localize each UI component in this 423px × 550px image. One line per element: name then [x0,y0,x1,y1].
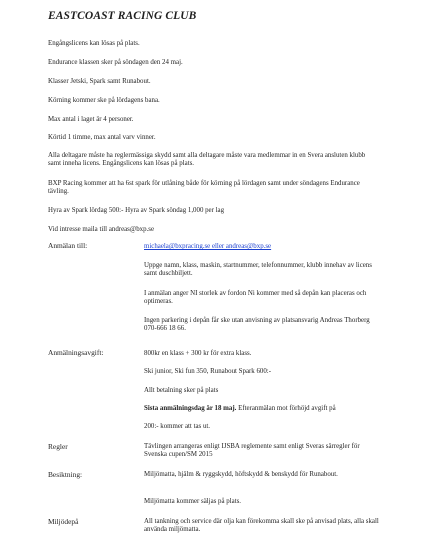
intro-line-1: Engångslicens kan lösas på plats. [48,40,140,47]
besiktning-line-2: Miljömatta kommer säljas på plats. [144,498,242,505]
intro-line-4: Körning kommer ske på lördagens bana. [48,97,160,104]
intro-paragraph-safety: Alla deltagare måste ha reglermässiga skydd samt alla deltagare måste vara medlemmar in en Svera ansluten klubb samt inneha licens. Engångslicens kan lösas på plats. [48,152,366,168]
avgift-line-5: 200:- kommer att tas ut. [144,423,211,430]
besiktning-line-1: Miljömatta, hjälm & ryggskydd, höftskydd & benskydd för Runabout. [144,471,338,478]
page-title: EASTCOAST RACING CLUB [48,10,197,22]
intro-line-6: Körtid 1 timme, max antal varv vinner. [48,134,156,141]
intro-line-2: Endurance klassen sker på söndagen den 24 maj. [48,59,183,66]
intro-line-rent: Hyra av Spark lördag 500:- Hyra av Spark söndag 1,000 per lag [48,207,225,214]
besiktning-label: Besiktning: [48,470,83,479]
miljodepa-label: Miljödepå [48,517,79,526]
intro-line-3: Klasser Jetski, Spark samt Runabout. [48,78,151,85]
avgift-line-1: 800kr en klass + 300 kr för extra klass. [144,350,252,357]
anmalan-paragraph-2: I anmälan anger NI storlek av fordon Ni kommer med så depån kan placeras och optimeras. [144,290,367,306]
avgift-line-3: Allt betalning sker på plats [144,387,219,394]
intro-line-5: Max antal i laget är 4 personer. [48,116,134,123]
avgift-line-4 [144,405,380,413]
avgift-label: Anmälningsavgift: [48,348,104,357]
miljodepa-text: All tankning och service där olja kan förekomma skall ske på anvisad plats, alla skall använda miljömatta. [144,518,379,534]
anmalan-paragraph-3: Ingen parkering i depån får ske utan anvisning av platsansvarig Andreas Thorberg 070-666 18 66. [144,317,370,333]
regler-text: Tävlingen arrangeras enligt IJSBA reglemente samt enligt Sveras särregler för Svenska cupen/SM 2015 [144,443,360,459]
anmalan-email-link[interactable]: michaela@bxpracing.se eller andreas@bxp.se [144,243,272,250]
last-signup-date: Sista anmälningsdag är 18 maj. [144,405,237,412]
intro-line-contact: Vid intresse maila till andreas@bxp.se [48,226,155,233]
anmalan-label: Anmälan till: [48,241,88,250]
regler-label: Regler [48,442,68,451]
intro-paragraph-bxp: BXP Racing kommer att ha 6st spark för utlåning både för körning på lördagen samt under söndagens Endurance tävling. [48,180,360,196]
anmalan-paragraph-1: Uppge namn, klass, maskin, startnummer, telefonnummer, klubb innehav av licens samt duschbiljett. [144,262,372,278]
late-fee-text: Efteranmälan mot förhöjd avgift på [236,405,336,412]
avgift-line-2: Ski junior, Ski fun 350, Runabout Spark 600:- [144,368,272,375]
